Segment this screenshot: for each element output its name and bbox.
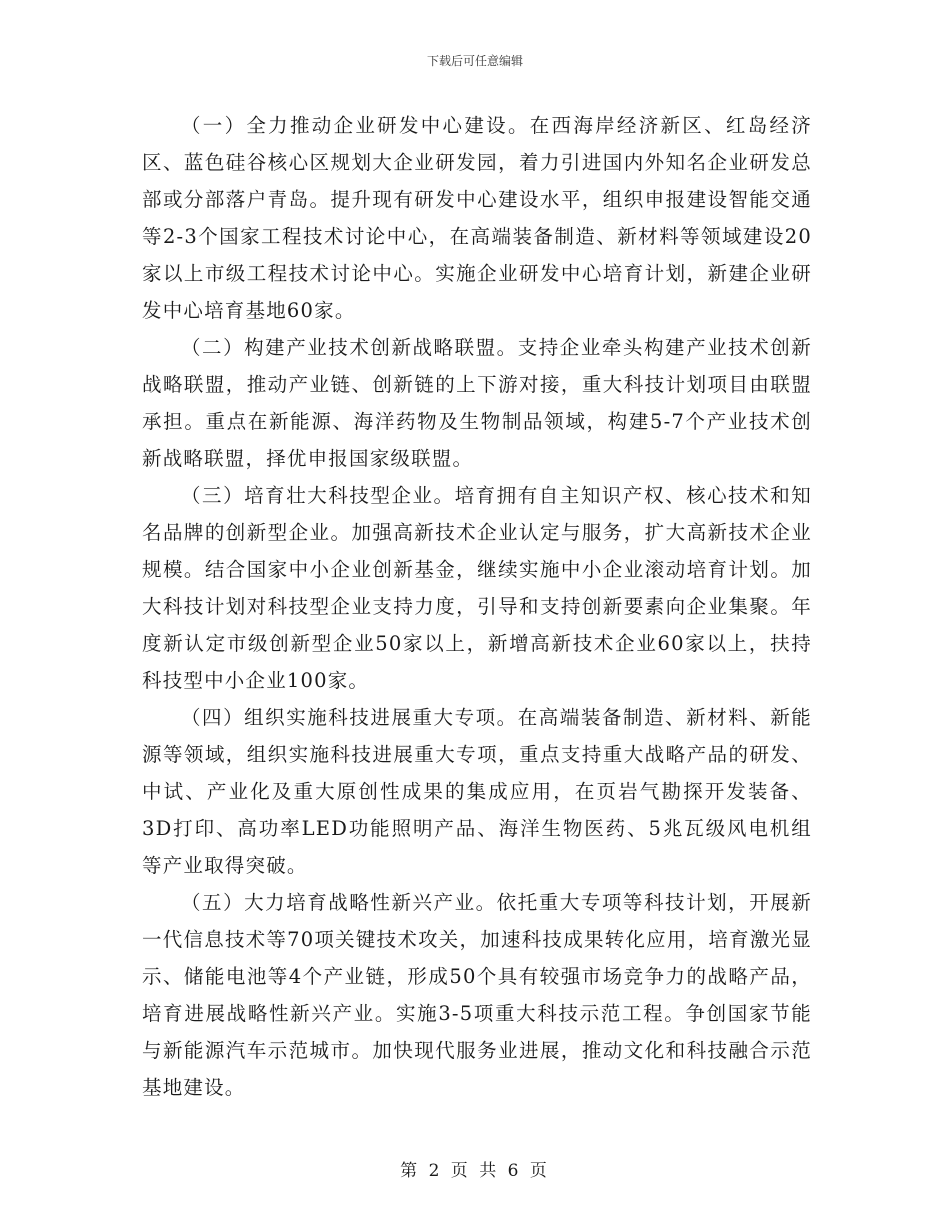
paragraph-1: （一）全力推动企业研发中心建设。在西海岸经济新区、红岛经济区、蓝色硅谷核心区规划大企业研发园，着力引进国内外知名企业研发总部或分部落户青岛。提升现有研发中心建设水平，组织申报建设智能交通等2-3个国家工程技术讨论中心，在高端装备制造、新材料等领域建设20家以上市级工程技术讨论中心。实施企业研发中心培育计划，新建企业研发中心培育基地60家。	[142, 114, 812, 322]
page-header-note: 下载后可任意编辑	[426, 54, 523, 68]
paragraph-2: （二）构建产业技术创新战略联盟。支持企业牵头构建产业技术创新战略联盟，推动产业链、创新链的上下游对接，重大科技计划项目由联盟承担。重点在新能源、海洋药物及生物制品领域，构建5-7个产业技术创新战略联盟，择优申报国家级联盟。	[142, 336, 812, 470]
paragraph-5: （五）大力培育战略性新兴产业。依托重大专项等科技计划，开展新一代信息技术等70项关键技术攻关，加速科技成果转化应用，培育激光显示、储能电池等4个产业链，形成50个具有较强市场竞争力的战略产品，培育进展战略性新兴产业。实施3-5项重大科技示范工程。争创国家节能与新能源汽车示范城市。加快现代服务业进展，推动文化和科技融合示范基地建设。	[142, 891, 812, 1099]
paragraph-4: （四）组织实施科技进展重大专项。在高端装备制造、新材料、新能源等领域，组织实施科技进展重大专项，重点支持重大战略产品的研发、中试、产业化及重大原创性成果的集成应用，在页岩气勘探开发装备、3D打印、高功率LED功能照明产品、海洋生物医药、5兆瓦级风电机组等产业取得突破。	[142, 706, 812, 877]
page-number-footer: 第 2 页 共 6 页	[400, 1161, 550, 1181]
paragraph-3: （三）培育壮大科技型企业。培育拥有自主知识产权、核心技术和知名品牌的创新型企业。加强高新技术企业认定与服务，扩大高新技术企业规模。结合国家中小企业创新基金，继续实施中小企业滚动培育计划。加大科技计划对科技型企业支持力度，引导和支持创新要素向企业集聚。年度新认定市级创新型企业50家以上，新增高新技术企业60家以上，扶持科技型中小企业100家。	[142, 484, 812, 692]
document-body	[142, 107, 812, 1106]
